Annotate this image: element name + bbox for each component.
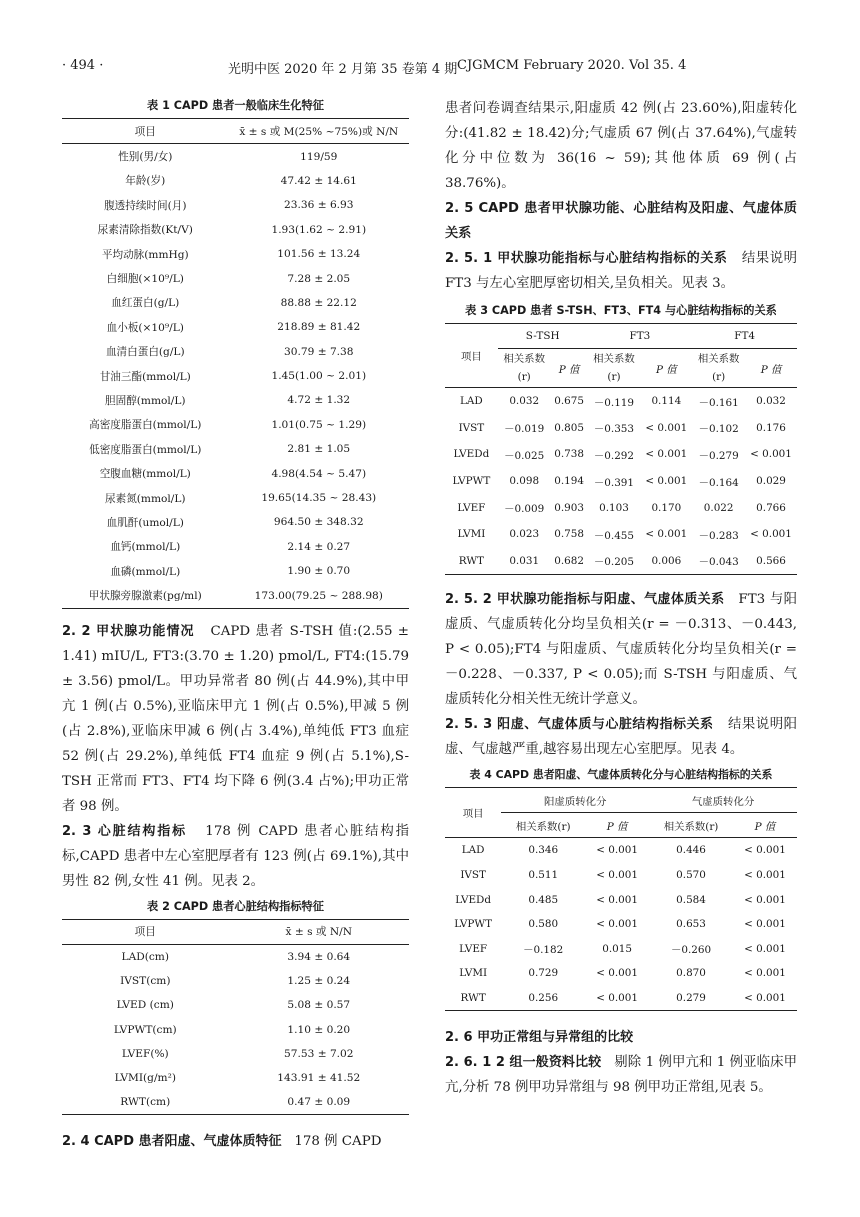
table-row [62,364,409,388]
table-cell: 性别(男/女) [118,151,173,164]
table-row [62,144,409,169]
table-cell: 0.566 [756,554,786,567]
table3-group-stsh: S-TSH [498,324,588,349]
table-cell: 19.65(14.35 ~ 28.43) [261,492,377,505]
table-cell: －0.019 [504,423,545,436]
table-cell: LAD [461,844,485,857]
table4-sub-p: P 值 [754,820,776,833]
table-cell: 0.758 [554,528,584,541]
table-cell: < 0.001 [744,893,786,906]
table-cell: 2.81 ± 1.05 [287,443,351,456]
table-row [62,559,409,583]
table-row [445,838,797,863]
table-cell: 年龄(岁) [125,175,166,188]
table-cell: 964.50 ± 348.32 [273,516,364,529]
table-cell: －0.164 [698,476,739,489]
table-cell: 血清白蛋白(g/L) [105,346,185,359]
table-cell: 0.098 [509,475,540,488]
table-row [62,486,409,510]
table-cell: 3.94 ± 0.64 [287,951,351,964]
table4-sub-p: P 值 [606,820,628,833]
table-cell: < 0.001 [645,448,688,461]
section-2-4-heading: 2. 4 CAPD 患者阳虚、气虚体质特征 [62,1134,282,1150]
table-cell: 0.176 [756,421,786,434]
table-row [62,993,409,1017]
table-cell: 0.446 [676,844,706,857]
table-cell: 1.45(1.00 ~ 2.01) [271,370,367,383]
table3-body [445,388,797,575]
table-cell: 0.022 [703,501,734,514]
table-row [445,863,797,888]
table4-header-item: 项目 [445,788,501,838]
table-cell: －0.025 [504,449,545,462]
table-cell: < 0.001 [596,844,638,857]
table-cell: 7.28 ± 2.05 [287,272,351,285]
table-row [62,969,409,993]
table-cell: 1.90 ± 0.70 [287,565,351,578]
section-2-3-heading: 2. 3 心脏结构指标 [62,823,187,839]
table-cell: 0.805 [554,421,584,434]
table2 [62,919,409,1116]
table-cell: 腹透持续时间(月) [104,199,187,212]
table-cell: －0.283 [698,529,739,542]
table-cell: 0.570 [676,869,706,882]
table-cell: 胆固醇(mmol/L) [105,394,186,407]
table-row [62,510,409,534]
table-cell: －0.260 [670,944,712,957]
page-number: · 494 · [62,58,104,73]
section-2-2 [62,619,409,819]
table-cell: 0.511 [528,869,559,882]
table-cell: 0.682 [554,554,584,567]
table-cell: 0.729 [528,967,559,980]
table-cell: 1.25 ± 0.24 [287,975,351,988]
table-cell: －0.119 [593,396,635,409]
section-2-6-1-heading: 2. 6. 1 2 组一般资料比较 [445,1055,602,1071]
table-cell: < 0.001 [744,844,786,857]
table3-sub-r: 相关系数(r) [593,353,635,383]
section-2-5-2-heading: 2. 5. 2 甲状腺功能指标与阳虚、气虚体质关系 [445,592,725,608]
table-cell: 低密度脂蛋白(mmol/L) [89,443,202,456]
table-row [445,494,797,521]
table-cell: < 0.001 [596,893,638,906]
table3 [445,323,797,575]
table-row [62,193,409,217]
table3-sub-p: P 值 [760,363,782,376]
table-cell: －0.205 [593,556,635,569]
table3-sub-r: 相关系数(r) [503,353,545,383]
table-row [445,887,797,912]
table-cell: < 0.001 [645,475,688,488]
journal-title: 光明中医 2020 年 2 月第 35 卷第 4 期 [228,62,458,77]
table1-caption: 表 1 CAPD 患者一般临床生化特征 [147,99,324,112]
section-2-2-heading: 2. 2 甲状腺功能情况 [62,623,195,639]
table-cell: 47.42 ± 14.61 [280,174,357,187]
section-2-3-body: 178 例 CAPD 患者心脏结构指标,CAPD 患者中左心室肥厚者有 123 例(占 69.1%),其中男性 82 例,女性 41 例。见表 2。 [62,823,409,889]
table-cell: －0.279 [698,449,739,462]
table1-header-value: x̄ ± s 或 M(25% ~75%)或 N/N [239,125,399,138]
table-cell: 5.08 ± 0.57 [287,999,351,1012]
table-cell: < 0.001 [645,421,688,434]
table-cell: 218.89 ± 81.42 [277,321,361,334]
table-cell: 0.170 [651,501,682,514]
table-cell: －0.102 [698,423,739,436]
table-cell: IVST [460,869,486,882]
table-cell: 血钙(mmol/L) [110,541,181,554]
table-row [62,388,409,412]
table-cell: 0.015 [602,942,632,955]
table-row [62,291,409,315]
table2-body [62,945,409,1115]
table-row [62,340,409,364]
table4-sub-r: 相关系数(r) [663,820,719,833]
table-cell: 0.194 [554,475,584,488]
section-2-4 [62,1129,409,1154]
left-column [62,97,409,1154]
table4 [445,787,797,1011]
table-cell: LVMI [457,528,486,541]
table-cell: 0.029 [756,475,786,488]
table3-group-ft4: FT4 [692,324,797,349]
section-2-6-heading: 2. 6 甲功正常组与异常组的比较 [445,1030,634,1046]
table-row [445,548,797,575]
table-cell: 高密度脂蛋白(mmol/L) [89,419,202,432]
table-cell: －0.009 [504,503,545,516]
table-cell: 0.256 [528,992,559,1005]
table-row [62,266,409,290]
table-row [445,388,797,415]
table-cell: 0.031 [509,554,540,567]
table-cell: －0.455 [593,529,635,542]
table-row [62,218,409,242]
table-cell: 甘油三酯(mmol/L) [99,370,191,383]
table-cell: 尿素清除指数(Kt/V) [97,224,193,237]
table-row [62,945,409,970]
table-cell: LVED (cm) [116,999,174,1012]
table-cell: 1.93(1.62 ~ 2.91) [271,223,367,236]
table4-group-yang: 阳虚质转化分 [501,788,649,813]
section-2-5-1-heading: 2. 5. 1 甲状腺功能指标与心脏结构指标的关系 [445,251,728,266]
table-cell: 0.903 [554,501,584,514]
table-cell: －0.292 [593,449,635,462]
table-cell: 血肌酐(umol/L) [106,516,184,529]
section-2-5-1-body: 结果说明 FT3 与左心室肥厚密切相关,呈负相关。见表 3。 [445,251,798,291]
table-cell: 0.279 [676,992,706,1005]
table-cell: 平均动脉(mmHg) [101,248,189,261]
table2-caption: 表 2 CAPD 患者心脏结构指标特征 [147,899,324,913]
table-cell: 尿素氮(mmol/L) [105,492,186,505]
table-cell: －0.182 [523,944,564,957]
table3-sub-r: 相关系数(r) [697,353,740,383]
table-cell: < 0.001 [596,869,638,882]
table-cell: LAD [460,395,483,408]
table-cell: RWT [458,554,484,567]
table-cell: 0.870 [676,967,706,980]
table-cell: < 0.001 [596,992,638,1005]
section-2-5-1 [445,246,797,296]
table-row [62,437,409,461]
section-2-4-continued: 患者问卷调查结果示,阳虚质 42 例(占 23.60%),阳虚转化分:(41.82 ± 18.42)分;气虚质 67 例(占 37.64%),气虚转化分中位数为 36(16 ~ 59);其他体质 69 例(占 38.76%)。 [445,101,797,191]
table4-body [445,838,797,1011]
table3-header-item: 项目 [445,324,498,388]
table-cell: IVST [458,421,485,434]
table-cell: LVPWT [454,918,493,931]
table-cell: 0.47 ± 0.09 [287,1096,351,1109]
table-row [445,415,797,442]
table-cell: LVMI [459,967,488,980]
table-cell: 0.006 [651,554,682,567]
table-cell: RWT [460,992,486,1005]
table-cell: 1.01(0.75 ~ 1.29) [271,418,367,431]
table4-caption: 表 4 CAPD 患者阳虚、气虚体质转化分与心脏结构指标的关系 [469,768,773,782]
table-cell: LVEDd [455,893,492,906]
table-cell: < 0.001 [744,942,786,955]
table-cell: 血磷(mmol/L) [110,565,181,578]
table-row [445,912,797,937]
section-2-5-heading: 2. 5 CAPD 患者甲状腺功能、心脏结构及阳虚、气虚体质关系 [445,201,797,241]
table-cell: －0.043 [698,556,739,569]
table-cell: 0.023 [509,528,540,541]
table-cell: －0.391 [593,476,635,489]
table3-sub-p: P 值 [558,363,580,376]
table-cell: IVST(cm) [120,975,171,988]
table-cell: LVEDd [453,448,490,461]
table2-header-item: 项目 [134,926,156,939]
table-cell: 2.14 ± 0.27 [287,540,351,553]
table-cell: 1.10 ± 0.20 [287,1023,351,1036]
table-cell: 173.00(79.25 ~ 288.98) [254,589,383,602]
table-cell: 0.346 [528,844,559,857]
table-cell: < 0.001 [596,918,638,931]
table-cell: 0.114 [651,395,682,408]
table-cell: LVPWT(cm) [113,1023,177,1036]
table-cell: 0.738 [554,448,584,461]
table3-caption: 表 3 CAPD 患者 S-TSH、FT3、FT4 与心脏结构指标的关系 [465,304,777,317]
table-row [445,961,797,986]
table-row [62,583,409,608]
table1-header-item: 项目 [134,125,156,138]
table-row [445,937,797,962]
table2-header-value: x̄ ± s 或 N/N [285,926,352,939]
table-cell: 30.79 ± 7.38 [284,345,354,358]
journal-title-en: CJGMCM February 2020. Vol 35. 4 [457,58,687,73]
table-cell: < 0.001 [750,528,792,541]
table-cell: 88.88 ± 22.12 [280,296,357,309]
table-cell: LVPWT [452,475,491,488]
table-cell: 143.91 ± 41.52 [277,1072,361,1085]
section-2-5-3-heading: 2. 5. 3 阳虚、气虚体质与心脏结构指标关系 [445,717,714,733]
table-cell: < 0.001 [750,448,792,461]
table-cell: < 0.001 [596,967,638,980]
table1-body [62,144,409,608]
table-row [62,1018,409,1042]
table-cell: 101.56 ± 13.24 [277,248,361,261]
table-cell: 23.36 ± 6.93 [284,199,354,212]
table-cell: 白细胞(×10⁹/L) [106,273,184,286]
table-cell: 0.103 [599,501,629,514]
table1 [62,118,409,609]
table-cell: 0.584 [676,893,706,906]
table4-sub-r: 相关系数(r) [515,820,571,833]
table-row [445,521,797,548]
table-cell: < 0.001 [744,869,786,882]
section-2-4-body-start: 178 例 CAPD [294,1134,382,1150]
table-cell: < 0.001 [744,967,786,980]
table-cell: －0.353 [593,423,635,436]
table-cell: LVEF [459,942,488,955]
table-cell: －0.161 [698,396,739,409]
table-cell: 空腹血糖(mmol/L) [99,468,191,481]
section-2-3 [62,819,409,894]
table-cell: 血红蛋白(g/L) [111,297,180,310]
table-cell: < 0.001 [744,918,786,931]
table-cell: 甲状腺旁腺激素(pg/ml) [88,590,202,603]
section-2-6-1-body: 剔除 1 例甲亢和 1 例亚临床甲亢,分析 78 例甲功异常组与 98 例甲功正常组,见表 5。 [445,1055,797,1096]
table-row [62,169,409,193]
table-cell: LVEF [457,501,486,514]
table-row [62,1042,409,1066]
table-row [62,1090,409,1115]
table-cell: 57.53 ± 7.02 [284,1047,354,1060]
table-cell: 0.485 [528,893,559,906]
table-row [62,315,409,339]
section-2-2-body: CAPD 患者 S-TSH 值:(2.55 ± 1.41) mIU/L, FT3:(3.70 ± 1.20) pmol/L, FT4:(15.79 ± 3.56) pmol/L。甲功异常者 80 例(占 44.9%),其中甲亢 1 例(占 0.5%),亚临床甲亢 1 例(占 0.5%),甲减 5 例(占 2.8%),亚临床甲减 6 例(占 3.4%),单纯低 FT3 血症 52 例(占 29.2%),单纯低 FT4 血症 9 例(占 5.1%),S-TSH 正常而 FT3、FT4 均下降 6 例(3.4 占%);甲功正常者 98 例。 [62,623,409,814]
table-cell: RWT(cm) [120,1096,171,1109]
section-2-5-2 [445,587,797,712]
table-cell: LVEF(%) [121,1047,169,1060]
table-cell: 4.72 ± 1.32 [287,394,351,407]
table-cell: < 0.001 [744,992,786,1005]
table-cell: 0.675 [554,395,584,408]
table-cell: LAD(cm) [121,951,169,964]
right-column [445,96,797,1100]
table-row [62,535,409,559]
table-row [445,986,797,1011]
table3-group-ft3: FT3 [588,324,693,349]
table-row [62,242,409,266]
table-cell: 119/59 [300,150,338,163]
table-row [445,441,797,468]
table-row [445,468,797,495]
table-cell: 0.580 [528,918,559,931]
table-row [62,1066,409,1090]
section-2-6-1 [445,1050,797,1100]
table-cell: 0.032 [756,395,786,408]
table-cell: LVMI(g/m²) [114,1072,176,1085]
table-cell: < 0.001 [645,528,688,541]
table-row [62,461,409,485]
section-2-5-2-body: FT3 与阳虚质、气虚质转化分均呈负相关(r = －0.313、－0.443, P < 0.05);FT4 与阳虚质、气虚质转化分均呈负相关(r = －0.228、－0.337, P < 0.05);而 S-TSH 与阳虚质、气虚质转化分相关性无统计学意义。 [445,592,797,708]
table-cell: 4.98(4.54 ~ 5.47) [271,467,367,480]
table-cell: 血小板(×10⁹/L) [106,321,184,334]
table-cell: 0.653 [676,918,706,931]
section-2-5-3-body: 结果说明阳虚、气虚越严重,越容易出现左心室肥厚。见表 4。 [445,717,798,758]
table-row [62,413,409,437]
table3-sub-p: P 值 [655,363,677,376]
table-cell: 0.032 [509,395,540,408]
table4-group-qi: 气虚质转化分 [649,788,797,813]
table-cell: 0.766 [756,501,786,514]
section-2-5-3 [445,712,797,762]
